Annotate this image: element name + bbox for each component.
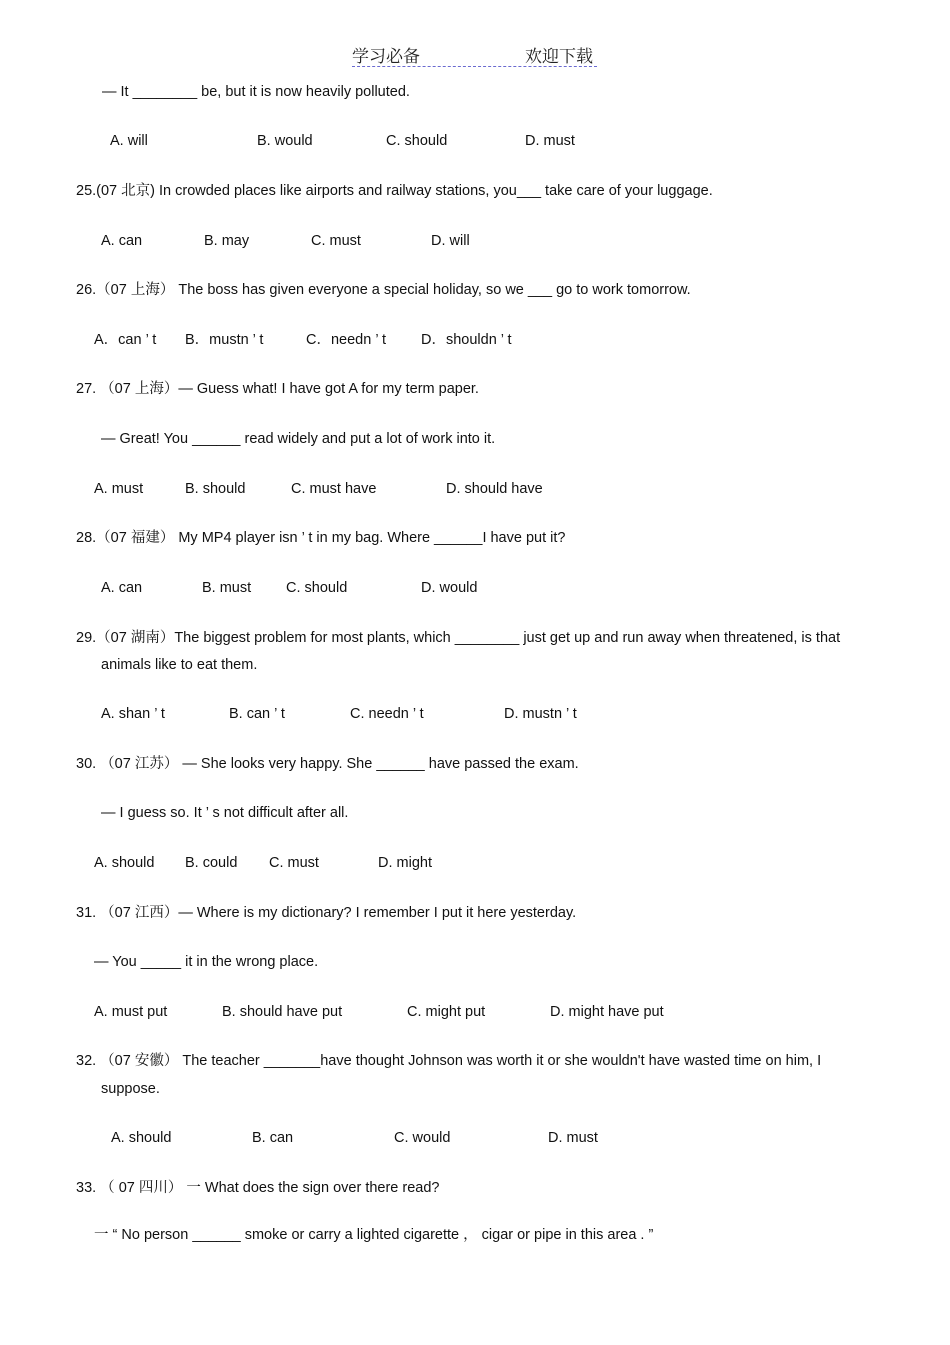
answer-option-q26-opts-3: D．shouldn ’ t bbox=[421, 332, 512, 348]
answer-option-q29-opts-3: D. mustn ’ t bbox=[504, 706, 577, 722]
answer-option-q30-opts-3: D. might bbox=[378, 855, 432, 871]
question-line-q29: 29.（07 湖南）The biggest problem for most plants, which ________ just get up and run away when threatened, is that bbox=[76, 630, 841, 646]
answer-option-q27-opts-3: D. should have bbox=[446, 481, 543, 497]
answer-option-q28-opts-2: C. should bbox=[286, 580, 348, 596]
question-line-q27-reply: — Great! You ______ read widely and put a lot of work into it. bbox=[101, 431, 496, 447]
answer-option-q24-opts-1: B. would bbox=[257, 133, 313, 149]
answer-option-q32-opts-1: B. can bbox=[252, 1130, 294, 1146]
answer-option-q25-opts-3: D. will bbox=[431, 233, 470, 249]
answer-option-q24-opts-3: D. must bbox=[525, 133, 575, 149]
question-line-q30: 30. （07 江苏） — She looks very happy. She ______ have passed the exam. bbox=[76, 756, 579, 772]
question-line-q32-cont: suppose. bbox=[101, 1081, 160, 1097]
question-line-q32: 32. （07 安徽） The teacher _______have thought Johnson was worth it or she wouldn't have wasted time on him, I bbox=[76, 1053, 822, 1069]
answer-option-q25-opts-0: A. can bbox=[101, 233, 143, 249]
question-line-q28: 28.（07 福建） My MP4 player isn ’ t in my bag. Where ______I have put it? bbox=[76, 530, 566, 546]
header-right-text: 欢迎下载 bbox=[525, 47, 593, 67]
answer-option-q24-opts-2: C. should bbox=[386, 133, 448, 149]
question-line-q29-cont: animals like to eat them. bbox=[101, 657, 258, 673]
answer-option-q29-opts-0: A. shan ’ t bbox=[101, 706, 165, 722]
page-header bbox=[352, 40, 597, 67]
question-line-q27: 27. （07 上海）— Guess what! I have got A for my term paper. bbox=[76, 381, 479, 397]
answer-option-q28-opts-1: B. must bbox=[202, 580, 252, 596]
question-line-q30-reply: — I guess so. It ’ s not difficult after all. bbox=[101, 805, 349, 821]
answer-option-q31-opts-2: C. might put bbox=[407, 1004, 486, 1020]
answer-option-q29-opts-2: C. needn ’ t bbox=[350, 706, 424, 722]
answer-option-q27-opts-2: C. must have bbox=[291, 481, 377, 497]
answer-option-q29-opts-1: B. can ’ t bbox=[229, 706, 285, 722]
question-line-q31: 31. （07 江西）— Where is my dictionary? I remember I put it here yesterday. bbox=[76, 905, 577, 921]
question-line-q24-tail: — It ________ be, but it is now heavily polluted. bbox=[102, 84, 410, 100]
answer-option-q32-opts-3: D. must bbox=[548, 1130, 598, 1146]
answer-option-q32-opts-0: A. should bbox=[111, 1130, 172, 1146]
answer-option-q26-opts-1: B．mustn ’ t bbox=[185, 332, 264, 348]
answer-option-q26-opts-0: A．can ’ t bbox=[94, 332, 157, 348]
answer-option-q32-opts-2: C. would bbox=[394, 1130, 451, 1146]
answer-option-q25-opts-2: C. must bbox=[311, 233, 361, 249]
answer-option-q31-opts-1: B. should have put bbox=[222, 1004, 343, 1020]
answer-option-q31-opts-0: A. must put bbox=[94, 1004, 168, 1020]
answer-option-q28-opts-3: D. would bbox=[421, 580, 478, 596]
question-line-q26: 26.（07 上海） The boss has given everyone a special holiday, so we ___ go to work tomorrow. bbox=[76, 282, 691, 298]
answer-option-q30-opts-1: B. could bbox=[185, 855, 238, 871]
answer-option-q25-opts-1: B. may bbox=[204, 233, 250, 249]
question-line-q25: 25.(07 北京) In crowded places like airports and railway stations, you___ take care of your luggage. bbox=[76, 183, 713, 199]
header-left-text: 学习必备 bbox=[352, 47, 420, 67]
question-line-q33: 33. （ 07 四川） 一 What does the sign over there read? bbox=[76, 1180, 440, 1196]
question-line-q33-reply: 一 “ No person ______ smoke or carry a lighted cigarette ， cigar or pipe in this area . ” bbox=[94, 1227, 654, 1243]
answer-option-q26-opts-2: C．needn ’ t bbox=[306, 332, 387, 348]
answer-option-q27-opts-0: A. must bbox=[94, 481, 144, 497]
answer-option-q30-opts-2: C. must bbox=[269, 855, 319, 871]
question-line-q31-reply: — You _____ it in the wrong place. bbox=[94, 954, 319, 970]
answer-option-q27-opts-1: B. should bbox=[185, 481, 246, 497]
answer-option-q30-opts-0: A. should bbox=[94, 855, 155, 871]
answer-option-q28-opts-0: A. can bbox=[101, 580, 143, 596]
answer-option-q31-opts-3: D. might have put bbox=[550, 1004, 664, 1020]
answer-option-q24-opts-0: A. will bbox=[110, 133, 148, 149]
